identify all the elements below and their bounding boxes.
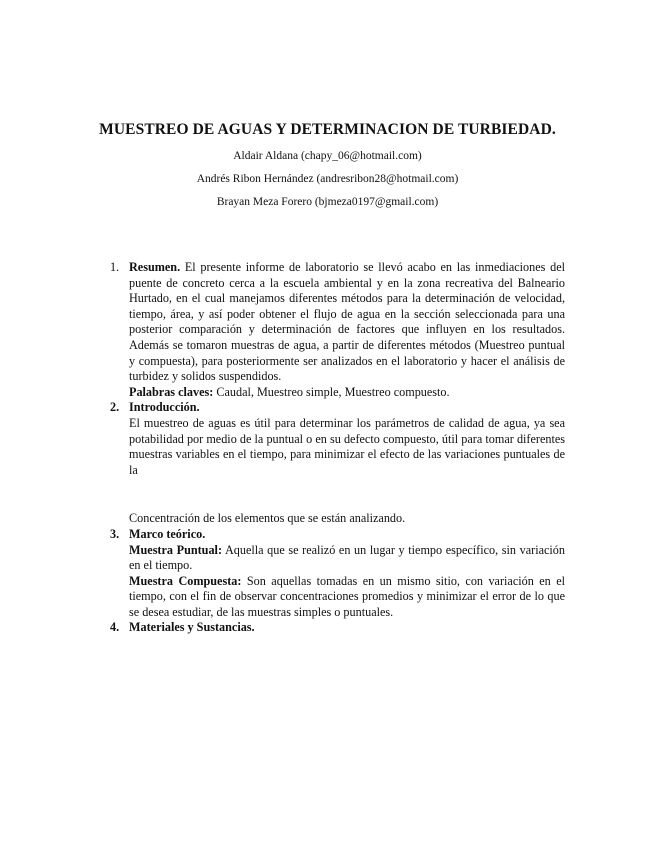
author-line: Aldair Aldana (chapy_06@hotmail.com) (233, 150, 422, 162)
muestra-compuesta-label: Muestra Compuesta: (129, 573, 242, 588)
section-number: 3. (110, 526, 120, 541)
introduccion-text: El muestreo de aguas es útil para determinar los parámetros de calidad de agua, ya sea potabilidad por medio de la puntual o en su defecto compuesto, útil para tomar diferentes muestras variables en el tiempo, para minimizar el efecto de las variaciones puntuales de la (129, 415, 565, 477)
muestra-compuesta-paragraph (129, 574, 565, 621)
section-heading: Resumen. (129, 260, 181, 274)
author-line: Andrés Ribon Hernández (andresribon28@hotmail.com) (196, 173, 459, 185)
section-heading: Introducción. (129, 400, 200, 415)
muestra-puntual-label: Muestra Puntual: (129, 542, 222, 557)
section-number: 4. (110, 620, 120, 635)
section-heading: Materiales y Sustancias. (129, 620, 255, 635)
muestra-compuesta-text: Son aquellas tomadas en un mismo sitio, con variación en el tiempo, con el fin de observar concentraciones promedios y minimizar el error de lo que se desea estudiar, de las muestras simples o puntuales. (129, 573, 565, 619)
introduccion-continuation: Concentración de los elementos que se están analizando. (129, 511, 406, 526)
keywords-text: Caudal, Muestreo simple, Muestreo compuesto. (213, 384, 450, 399)
section-heading: Marco teórico. (129, 526, 206, 541)
document-body (110, 260, 565, 636)
author-line: Brayan Meza Forero (bjmeza0197@gmail.com) (216, 196, 439, 208)
muestra-puntual-paragraph (129, 543, 565, 574)
section-number: 1. (110, 260, 120, 274)
section-materiales (110, 620, 565, 636)
document-title: MUESTREO DE AGUAS Y DETERMINACION DE TURBIEDAD. (99, 121, 556, 138)
page-gap (129, 478, 565, 511)
section-number: 2. (110, 400, 120, 415)
section-resumen (110, 260, 565, 400)
keywords-label: Palabras claves: (129, 384, 214, 399)
resumen-paragraph (129, 260, 565, 385)
keywords-paragraph (129, 385, 565, 401)
section-marco-teorico (110, 527, 565, 621)
resumen-text: El presente informe de laboratorio se llevó acabo en las inmediaciones del puente de concreto cerca a la escuela ambiental y en la zona recreativa del Balneario Hurtado, en el cual manejamos diferentes métodos para la determinación de velocidad, tiempo, área, y así poder obtener el flujo de agua en la sección seleccionada para una posterior comparación y determinación de factores que influyen en los resultados. Además se tomaron muestras de agua, a partir de diferentes métodos (Muestreo puntual y compuesta), para posteriormente ser analizados en el laboratorio y hacer el análisis de turbidez y solidos suspendidos. (129, 260, 565, 384)
muestra-puntual-text: Aquella que se realizó en un lugar y tiempo específico, sin variación en el tiempo. (129, 542, 565, 573)
section-introduccion (110, 400, 565, 527)
